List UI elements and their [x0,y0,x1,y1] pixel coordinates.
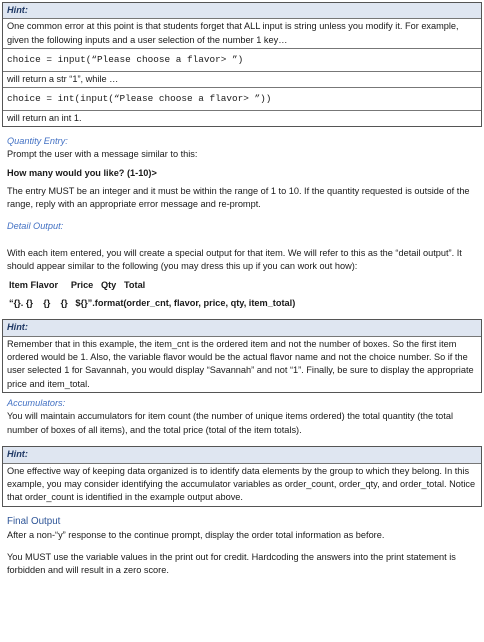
paragraph: Prompt the user with a message similar to this: [7,149,198,160]
code-example-input: choice = input(“Please choose a flavor> ”) [3,49,481,72]
section-heading-quantity: Quantity Entry: [7,135,68,146]
hint-text: will return an int 1. [7,112,82,123]
column-header-qty: Qty [100,279,117,290]
hint-text: One common error at this point is that students forget that ALL input is string unless you modify it. For example, given the following inputs and a user selection of the number 1 key… [3,19,481,49]
column-header-flavor: Flavor [30,279,59,290]
hint-box-accumulator-names [2,446,482,506]
hint-box-input-types [2,2,482,127]
section-heading-detail: Detail Output: [7,220,64,231]
section-heading-final-output: Final Output [7,515,61,527]
paragraph: You MUST use the variable values in the print out for credit. Hardcoding the answers into the print statement is forbidden and will result in a zero score. [7,552,456,576]
hint-box-item-count [2,319,482,393]
paragraph: With each item entered, you will create a special output for that item. We will refer to this as the “detail output”. It should appear similar to the following (you may dress this up if you can work out how): [7,248,462,272]
hint-title: Hint: [3,3,481,19]
paragraph: You will maintain accumulators for item count (the number of unique items ordered) the total quantity (the total number of boxes of all items), and the total price (total of the item totals). [7,411,453,435]
format-string-example: “{}. {} {} {} ${}”.format(order_cnt, flavor, price, qty, item_total) [9,298,296,309]
detail-column-headers [9,279,482,292]
hint-title: Hint: [3,320,481,336]
code-example-int-input: choice = int(input(“Please choose a flavor> ”)) [3,88,481,111]
hint-text: One effective way of keeping data organized is to identify data elements by the group to which they belong. In this example, you may consider identifying the accumulator variables as order_count, order_qty, and order_total. Notice that order_count is identified in the example output above. [7,465,476,503]
paragraph: The entry MUST be an integer and it must be within the range of 1 to 10. If the quantity requested is outside of the range, reply with an appropriate error message and re-prompt. [7,186,470,210]
column-header-total: Total [123,279,146,290]
hint-title: Hint: [3,447,481,463]
hint-text: Remember that in this example, the item_cnt is the ordered item and not the number of boxes. So the first item ordered would be 1. Also, the variable flavor would be the actual flavor name and not the choice number. So if the user selected 1 for Savannah, you would display “Savannah” and not “1”. Finally, be sure to display the appropriate price and item_total. [7,338,474,389]
prompt-example: How many would you like? (1-10)> [7,167,157,178]
section-heading-accumulators: Accumulators: [7,398,66,409]
paragraph: After a non-“y” response to the continue prompt, display the order total information as before. [7,529,385,540]
column-header-price: Price [70,279,94,290]
hint-text: will return a str “1”, while … [3,72,481,88]
column-header-item: Item [9,279,28,290]
